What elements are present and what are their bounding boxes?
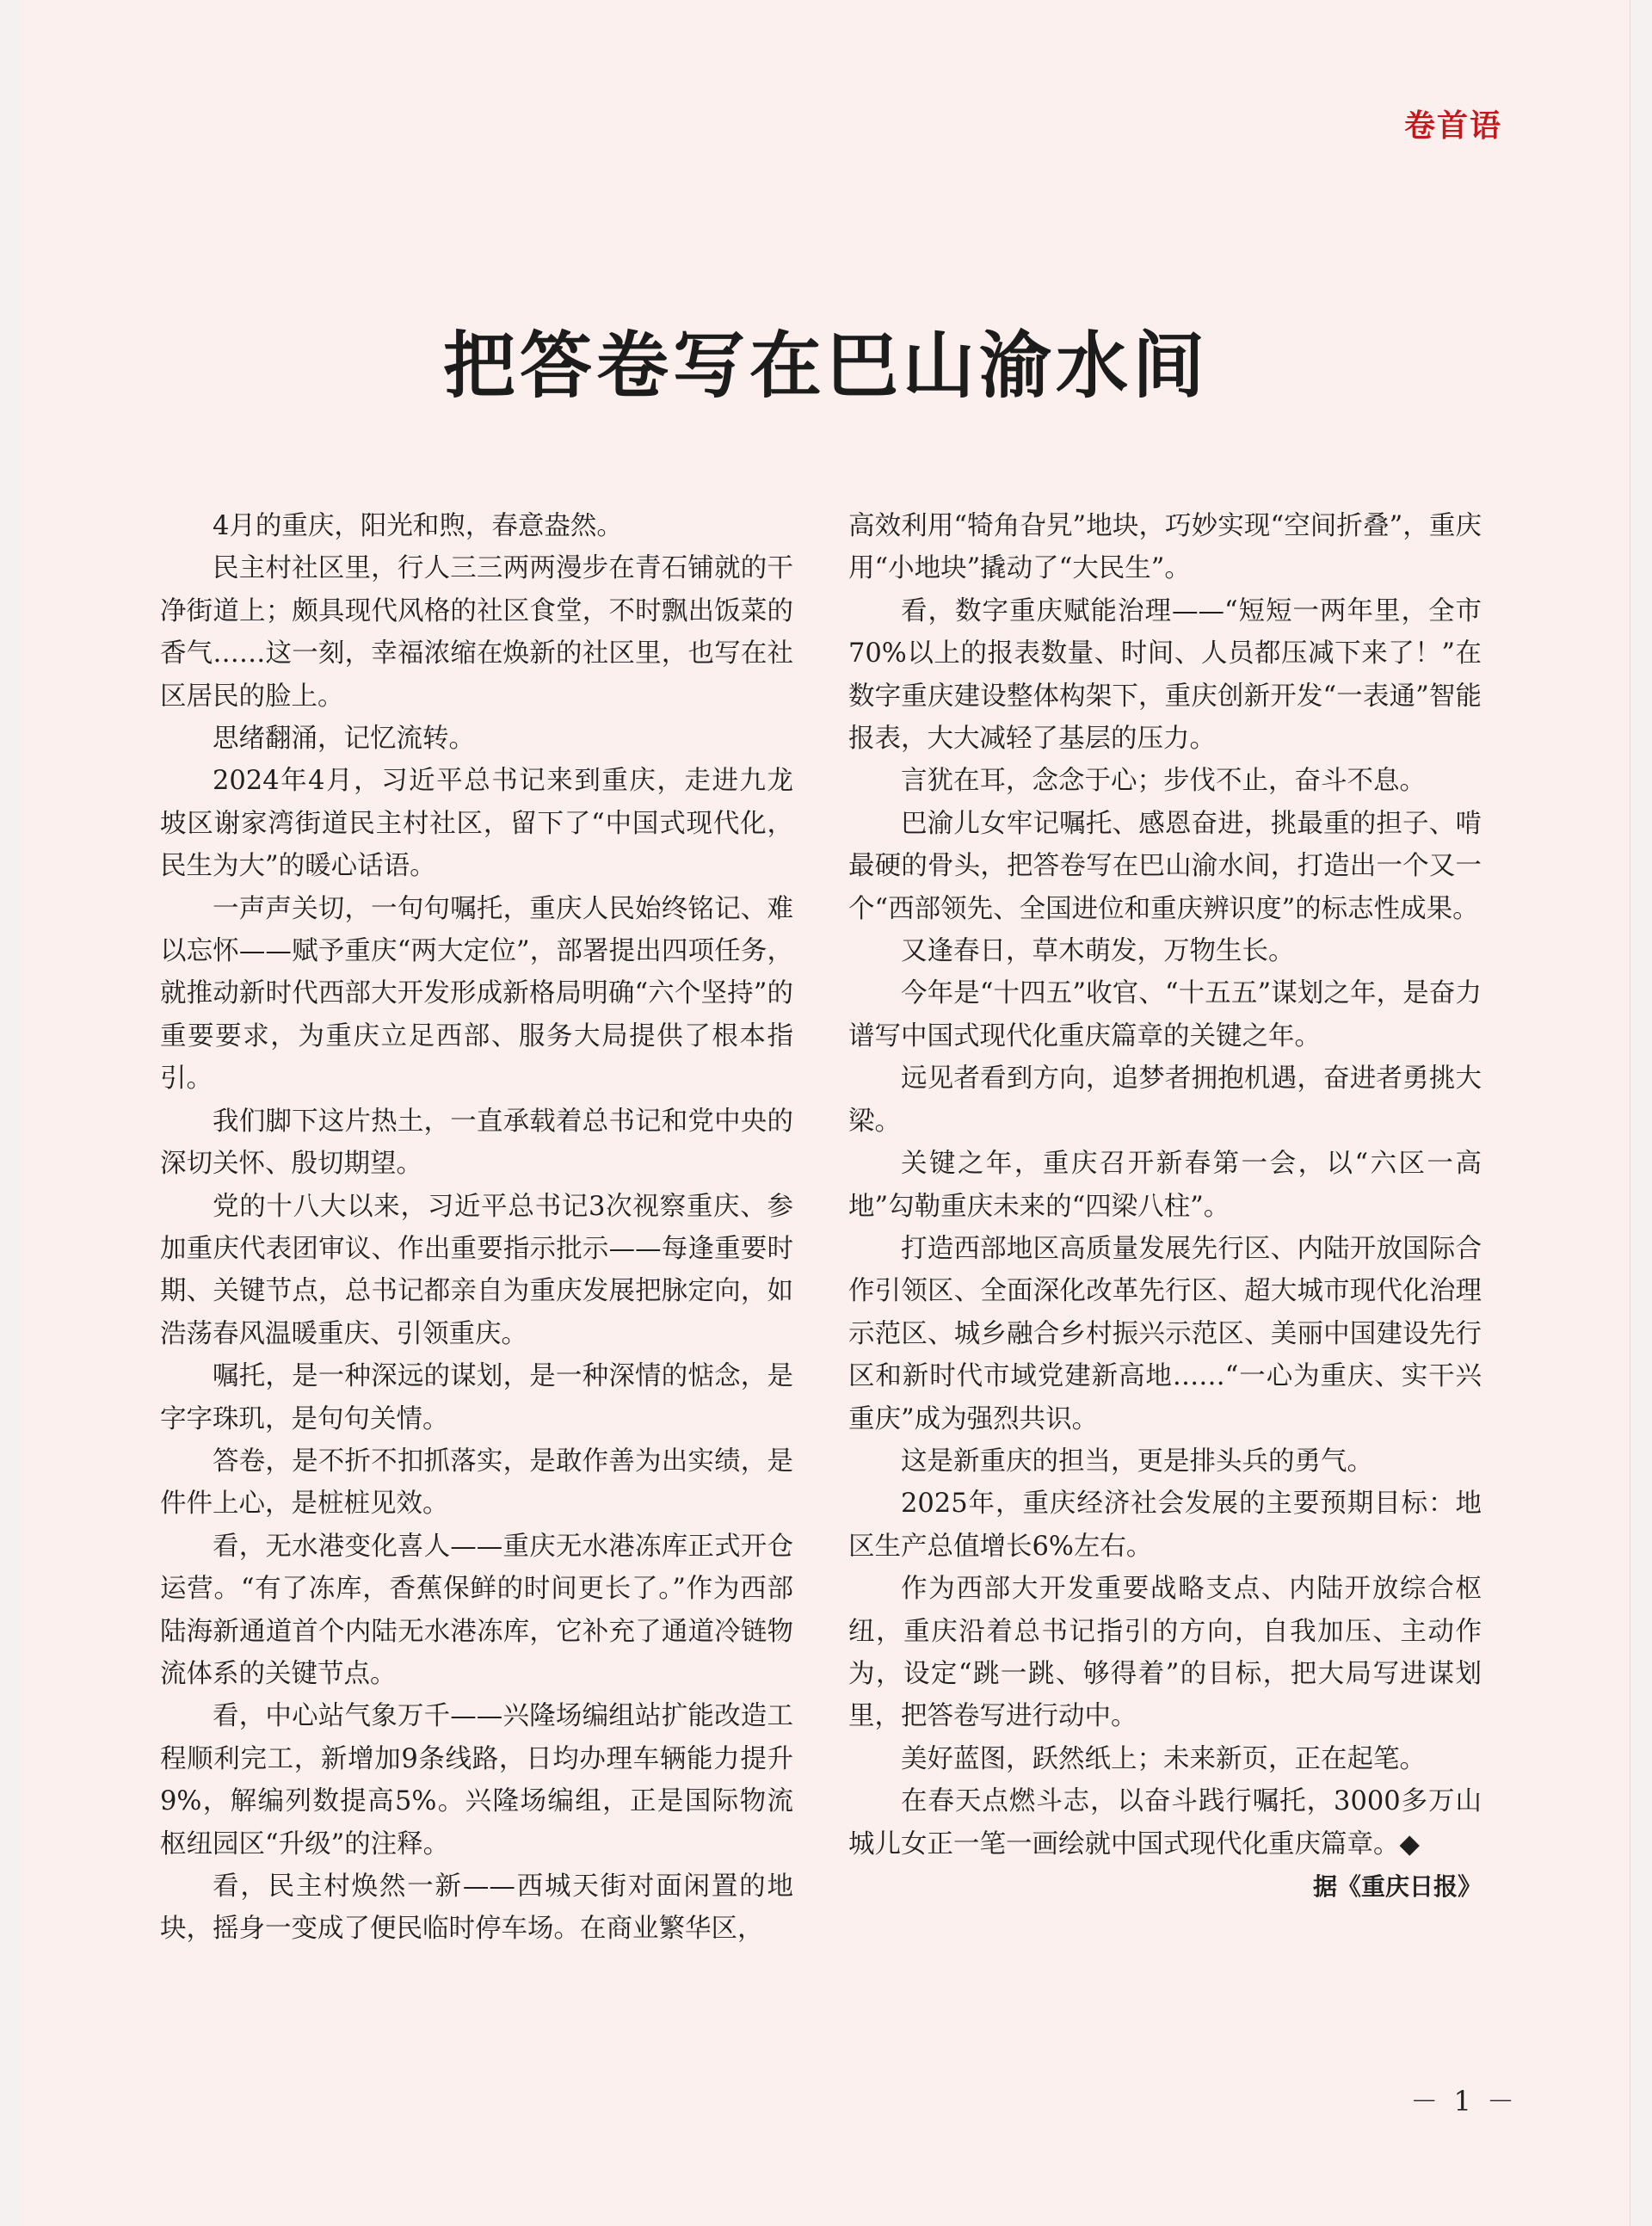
paragraph: 我们脚下这片热土，一直承载着总书记和党中央的深切关怀、殷切期望。 [160,1106,793,1180]
paragraph: 关键之年，重庆召开新春第一会，以“六区一高地”勾勒重庆未来的“四梁八柱”。 [848,1149,1482,1222]
right-column [848,505,1482,1908]
paragraph: 这是新重庆的担当，更是排头兵的勇气。 [901,1446,1373,1477]
paragraph: 答卷，是不折不扣抓落实，是敢作善为出实绩，是件件上心，是桩桩见效。 [160,1446,793,1520]
paragraph: 党的十八大以来，习近平总书记3次视察重庆、参加重庆代表团审议、作出重要指示批示——每逢重要时期、关键节点，总书记都亲自为重庆发展把脉定向，如浩荡春风温暖重庆、引领重庆。 [160,1191,793,1349]
paragraph: 4月的重庆，阳光和煦，春意盎然。 [213,511,623,541]
article-title: 把答卷写在巴山渝水间 [442,324,1209,408]
paragraph: 又逢春日，草木萌发，万物生长。 [901,936,1295,967]
paragraph: 2024年4月，习近平总书记来到重庆，走进九龙坡区谢家湾街道民主村社区，留下了“中国式现代化，民生为大”的暖心话语。 [160,766,793,882]
paragraph: 言犹在耳，念念于心；步伐不止，奋斗不息。 [901,766,1426,797]
paragraph: 远见者看到方向，追梦者拥抱机遇，奋进者勇挑大梁。 [848,1064,1482,1137]
paragraph: 美好蓝图，跃然纸上；未来新页，正在起笔。 [901,1743,1426,1774]
paragraph: 打造西部地区高质量发展先行区、内陆开放国际合作引领区、全面深化改革先行区、超大城市现代化治理示范区、城乡融合乡村振兴示范区、美丽中国建设先行区和新时代市域党建新高地……“一心为重庆、实干兴重庆”成为强烈共识。 [848,1233,1482,1434]
paragraph: 思绪翻涌，记忆流转。 [213,724,475,755]
left-column [160,505,793,1951]
paragraph: 作为西部大开发重要战略支点、内陆开放综合枢纽，重庆沿着总书记指引的方向，自我加压、主动作为，设定“跳一跳、够得着”的目标，把大局写进谋划里，把答卷写进行动中。 [848,1574,1482,1732]
paragraph: 今年是“十四五”收官、“十五五”谋划之年，是奋力谱写中国式现代化重庆篇章的关键之年。 [848,978,1482,1051]
magazine-page [22,0,1630,2226]
paragraph: 2025年，重庆经济社会发展的主要预期目标：地区生产总值增长6%左右。 [848,1489,1482,1562]
paragraph: 看，数字重庆赋能治理——“短短一两年里，全市70%以上的报表数量、时间、人员都压减下来了！”在数字重庆建设整体构架下，重庆创新开发“一表通”智能报表，大大减轻了基层的压力。 [848,595,1482,755]
page-number: － 1 － [1410,2085,1518,2118]
paragraph: 一声声关切，一句句嘱托，重庆人民始终铭记、难以忘怀——赋予重庆“两大定位”，部署提出四项任务，就推动新时代西部大开发形成新格局明确“六个坚持”的重要要求，为重庆立足西部、服务大局提供了根本指引。 [160,893,793,1095]
paragraph: 在春天点燃斗志，以奋斗践行嘱托，3000多万山城儿女正一笔一画绘就中国式现代化重庆篇章。◆ [848,1786,1482,1859]
paragraph: 巴渝儿女牢记嘱托、感恩奋进，挑最重的担子、啃最硬的骨头，把答卷写在巴山渝水间，打造出一个又一个“西部领先、全国进位和重庆辨识度”的标志性成果。 [848,808,1482,924]
paragraph: 看，无水港变化喜人——重庆无水港冻库正式开仓运营。“有了冻库，香蕉保鲜的时间更长了。”作为西部陆海新通道首个内陆无水港冻库，它补充了通道冷链物流体系的关键节点。 [160,1531,793,1689]
paragraph: 看，民主村焕然一新——西城天街对面闲置的地块，摇身一变成了便民临时停车场。在商业繁华区， [160,1871,793,1945]
paragraph: 民主村社区里，行人三三两两漫步在青石铺就的干净街道上；颇具现代风格的社区食堂，不时飘出饭菜的香气……这一刻，幸福浓缩在焕新的社区里，也写在社区居民的脸上。 [160,553,793,712]
paragraph: 看，中心站气象万千——兴隆场编组站扩能改造工程顺利完工，新增加9条线路，日均办理车辆能力提升9%，解编列数提高5%。兴隆场编组，正是国际物流枢纽园区“升级”的注释。 [160,1701,793,1859]
paragraph-continuation: 高效利用“犄角旮旯”地块，巧妙实现“空间折叠”，重庆用“小地块”撬动了“大民生”。 [848,511,1482,584]
section-label: 卷首语 [1403,108,1502,144]
paragraph: 嘱托，是一种深远的谋划，是一种深情的惦念，是字字珠玑，是句句关情。 [160,1361,793,1434]
article-source: 据《重庆日报》 [1312,1872,1482,1901]
